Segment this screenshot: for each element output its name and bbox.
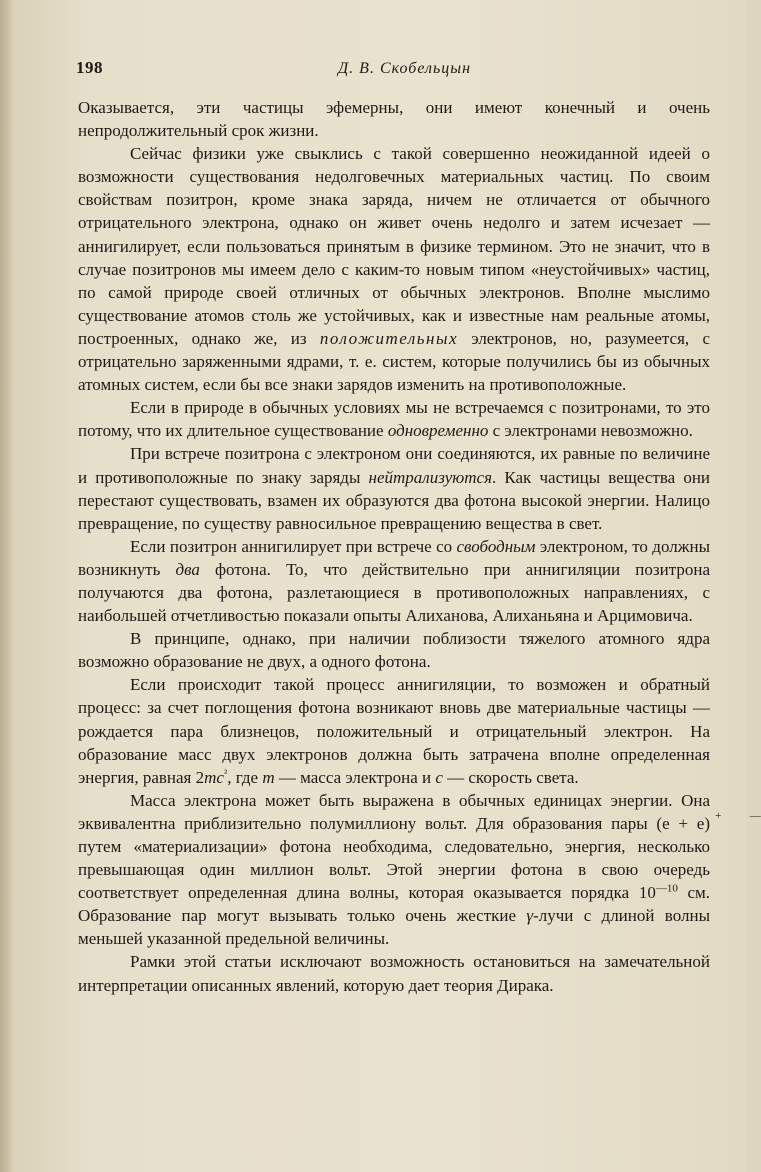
- article-body: [78, 96, 761, 997]
- text-run: фотона. То, что действительно при аннигиляции позитрона получаются два фотона, разлетающиеся в противоположных направлениях, с наибольшей отчетливостью показали опыты Алиханова, Алиханьяна и Арцимовича.: [78, 559, 710, 626]
- italic-term: два: [175, 559, 200, 579]
- formula-open-paren: (: [656, 813, 663, 833]
- text-run: , где: [227, 767, 263, 787]
- italic-term: γ: [526, 906, 534, 926]
- italic-term: одновременно: [387, 421, 489, 441]
- page-number: 198: [76, 58, 103, 77]
- text-run: При встрече позитрона с электроном они соединяются, их равные по величине и противоположные по знаку заряды: [78, 444, 710, 487]
- paragraph: [78, 396, 710, 442]
- page-gutter-shadow: [0, 0, 14, 1172]
- italic-term: свободным: [456, 536, 536, 556]
- positron-symbol-letter: e: [662, 813, 670, 833]
- formula-plus: +: [669, 813, 697, 833]
- text-run: Оказывается, эти частицы эфемерны, они имеют конечный и очень непродолжительный срок жизни.: [78, 98, 710, 141]
- paragraph: [78, 442, 710, 534]
- italic-term: нейтрализуются: [368, 467, 492, 487]
- page-header: [76, 58, 688, 86]
- text-run: — скорость света.: [442, 767, 579, 787]
- text-run: Сейчас физики уже свыклись с такой совершенно неожиданной идеей о возможности существования недолговечных материальных частиц. По своим свойствам позитрон, кроме знака заряда, ничем не отличается от обычного отрицательного электрона, однако он живет очень недолго и затем исчезает — аннигилирует, если пользоваться принятым в физике термином. Это не значит, что в случае позитронов мы имеем дело с каким-то новым типом «неустойчивых» частиц, по самой природе своей отличных от обычных электронов. Вполне мыслимо существование атомов столь же устойчивых, как и известные нам реальные атомы, построенных, однако же, из: [78, 144, 710, 348]
- text-run: -лучи с длиной волны меньшей указанной предельной величины.: [78, 906, 710, 949]
- paragraph: [78, 950, 710, 996]
- electron-symbol-sign: —: [749, 809, 761, 822]
- electron-pair-formula: [656, 809, 761, 833]
- positron-symbol: [662, 809, 722, 833]
- text-run: Если позитрон аннигилирует при встрече со: [130, 536, 457, 556]
- running-head: Д. В. Скобельцын: [338, 60, 472, 77]
- paragraph: [78, 142, 710, 396]
- text-run: см. Образование пар могут вызывать только очень жесткие: [78, 883, 711, 926]
- paragraph: [78, 673, 710, 788]
- paragraph: [78, 535, 710, 627]
- text-run: . Как частицы вещества они перестают существовать, взамен их образуются два фотона высокой энергии. Налицо превращение, по существу равносильное превращению вещества в свет.: [78, 467, 711, 533]
- paragraph: [78, 627, 710, 673]
- text-run: — масса электрона и: [274, 767, 436, 787]
- formula-close-paren: ): [704, 813, 711, 833]
- positron-symbol-sign: +: [715, 809, 722, 822]
- text-run: Масса электрона может быть выражена в обычных единицах энергии. Она эквивалентна приблизительно полумиллиону вольт. Для образования пары: [78, 790, 710, 833]
- superscript: ²: [223, 767, 228, 780]
- electron-symbol: [696, 809, 761, 833]
- text-run: Если в природе в обычных условиях мы не встречаемся с позитронами, то это потому, что их длительное существование: [78, 398, 710, 441]
- text-run: Если происходит такой процесс аннигиляции, то возможен и обратный процесс: за счет поглощения фотона возникают вновь две материальные частицы — рождается пара близнецов, положительный и отрицательный электрон. На образование масс двух электронов должна быть затрачена вполне определенная энергия, равная 2: [78, 675, 710, 787]
- text-run: с электронами невозможно.: [488, 421, 693, 441]
- text-run: путем «материализации» фотона необходима, следовательно, энергия, несколько превышающая один миллион вольт. Этой энергии фотона в свою очередь соответствует определенная длина волны, которая оказывается порядка 10: [78, 837, 710, 903]
- italic-term: m: [262, 767, 275, 787]
- text-run: электронов, но, разумеется, с отрицательно заряженными ядрами, т. е. систем, которые получились бы из обычных атомных систем, если бы все знаки зарядов изменить на противоположные.: [78, 328, 710, 395]
- text-run: В принципе, однако, при наличии поблизости тяжелого атомного ядра возможно образование не двух, а одного фотона.: [78, 629, 710, 672]
- electron-symbol-letter: e: [696, 813, 705, 833]
- superscript: —10: [655, 882, 678, 895]
- italic-term: c: [435, 767, 443, 787]
- text-run: электроном, то должны возникнуть: [78, 536, 710, 579]
- paragraph: [78, 96, 710, 142]
- paragraph: [78, 789, 761, 951]
- text-run: Рамки этой статьи исключают возможность остановиться на замечательной интерпретации описанных явлений, которую дает теория Дирака.: [78, 952, 710, 995]
- spaced-emphasis: положительных: [319, 328, 459, 348]
- italic-term: mc: [204, 767, 224, 787]
